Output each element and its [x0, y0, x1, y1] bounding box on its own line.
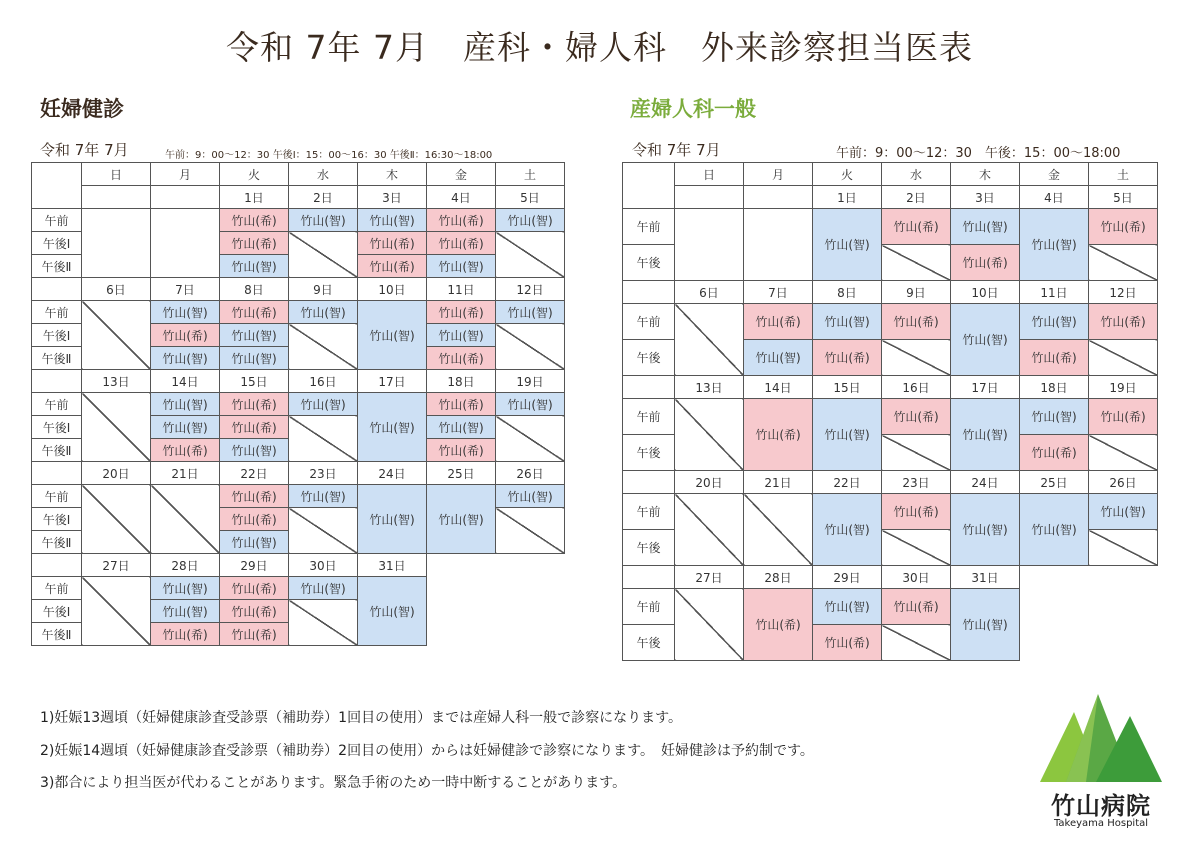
doctor-cell: 竹山(智) — [358, 485, 427, 554]
date-cell: 27日 — [675, 566, 744, 589]
date-cell: 31日 — [358, 554, 427, 577]
corner-cell — [623, 376, 675, 399]
slot-label: 午前 — [32, 485, 82, 508]
slot-label: 午後Ⅰ — [32, 324, 82, 347]
doctor-cell: 竹山(智) — [1020, 304, 1089, 340]
closed-slash-cell — [744, 494, 813, 566]
doctor-cell: 竹山(智) — [951, 304, 1020, 376]
date-cell: 31日 — [951, 566, 1020, 589]
doctor-cell: 竹山(希) — [951, 245, 1020, 281]
weekday-sun: 日 — [82, 163, 151, 186]
weekday-mon: 月 — [744, 163, 813, 186]
slot-label: 午後Ⅱ — [32, 347, 82, 370]
date-cell: 16日 — [882, 376, 951, 399]
slot-label: 午前 — [623, 209, 675, 245]
doctor-cell: 竹山(智) — [151, 393, 220, 416]
slot-label: 午後 — [623, 530, 675, 566]
corner-cell — [623, 281, 675, 304]
slot-label: 午前 — [623, 494, 675, 530]
date-cell: 18日 — [427, 370, 496, 393]
date-cell: 10日 — [358, 278, 427, 301]
left-hours: 午前：9：00～12：30 午後Ⅰ：15：00～16：30 午後Ⅱ：16:30～18:00 — [165, 150, 493, 161]
doctor-cell: 竹山(智) — [744, 340, 813, 376]
closed-slash-cell — [675, 399, 744, 471]
closed-slash-cell — [289, 508, 358, 554]
closed-slash-cell — [496, 324, 565, 370]
doctor-cell: 竹山(智) — [151, 301, 220, 324]
slot-label: 午後Ⅰ — [32, 232, 82, 255]
closed-slash-cell — [882, 245, 951, 281]
page-title: 令和 7年 7月 産科・婦人科 外来診察担当医表 — [226, 28, 973, 67]
closed-slash-cell — [1089, 245, 1158, 281]
corner-cell — [32, 462, 82, 485]
date-cell: 9日 — [882, 281, 951, 304]
closed-slash-cell — [496, 232, 565, 278]
doctor-cell: 竹山(智) — [289, 577, 358, 600]
blank-area — [1020, 566, 1158, 589]
date-cell: 22日 — [813, 471, 882, 494]
closed-slash-cell — [1089, 435, 1158, 471]
date-cell: 20日 — [82, 462, 151, 485]
corner-cell — [623, 471, 675, 494]
doctor-cell: 竹山(希) — [882, 399, 951, 435]
date-cell: 15日 — [813, 376, 882, 399]
slot-label: 午後 — [623, 625, 675, 661]
closed-slash-cell — [82, 393, 151, 462]
date-cell: 26日 — [496, 462, 565, 485]
date-row — [32, 554, 565, 577]
date-cell: 15日 — [220, 370, 289, 393]
date-row — [32, 370, 565, 393]
closed-slash-cell — [151, 485, 220, 554]
slot-label: 午前 — [623, 399, 675, 435]
date-cell: 14日 — [151, 370, 220, 393]
closed-slash-cell — [82, 301, 151, 370]
date-cell: 25日 — [427, 462, 496, 485]
doctor-cell: 竹山(希) — [813, 340, 882, 376]
date-row — [623, 471, 1158, 494]
weekday-tue: 火 — [813, 163, 882, 186]
date-cell: 30日 — [289, 554, 358, 577]
closed-slash-cell — [675, 589, 744, 661]
date-cell: 18日 — [1020, 376, 1089, 399]
slot-row — [623, 494, 1158, 530]
date-cell: 30日 — [882, 566, 951, 589]
date-cell: 10日 — [951, 281, 1020, 304]
slot-label: 午前 — [623, 589, 675, 625]
doctor-cell: 竹山(智) — [151, 600, 220, 623]
date-cell: 7日 — [744, 281, 813, 304]
doctor-cell: 竹山(希) — [882, 209, 951, 245]
doctor-cell: 竹山(希) — [220, 623, 289, 646]
doctor-cell: 竹山(智) — [813, 304, 882, 340]
slot-label: 午前 — [32, 577, 82, 600]
doctor-cell: 竹山(希) — [220, 600, 289, 623]
doctor-cell: 竹山(智) — [813, 494, 882, 566]
closed-slash-cell — [1089, 340, 1158, 376]
doctor-cell: 竹山(智) — [496, 209, 565, 232]
date-cell: 2日 — [882, 186, 951, 209]
hospital-name-en: Takeyama Hospital — [1053, 818, 1149, 829]
corner-cell — [32, 163, 82, 209]
date-row — [32, 278, 565, 301]
date-cell: 11日 — [427, 278, 496, 301]
doctor-cell: 竹山(智) — [427, 416, 496, 439]
weekday-mon: 月 — [151, 163, 220, 186]
doctor-cell: 竹山(希) — [744, 589, 813, 661]
doctor-cell: 竹山(希) — [220, 232, 289, 255]
date-cell: 1日 — [220, 186, 289, 209]
doctor-cell: 竹山(智) — [496, 301, 565, 324]
doctor-cell: 竹山(希) — [220, 301, 289, 324]
hospital-name: 竹山病院 — [1051, 792, 1151, 820]
doctor-cell: 竹山(智) — [427, 485, 496, 554]
doctor-cell: 竹山(智) — [427, 324, 496, 347]
weekday-sat: 土 — [496, 163, 565, 186]
date-cell: 5日 — [1089, 186, 1158, 209]
doctor-cell: 竹山(智) — [951, 399, 1020, 471]
doctor-cell: 竹山(智) — [151, 347, 220, 370]
date-cell: 27日 — [82, 554, 151, 577]
doctor-cell: 竹山(希) — [358, 232, 427, 255]
closed-slash-cell — [82, 577, 151, 646]
doctor-cell: 竹山(希) — [358, 255, 427, 278]
doctor-cell: 竹山(智) — [358, 301, 427, 370]
doctor-cell: 竹山(智) — [951, 589, 1020, 661]
closed-slash-cell — [882, 625, 951, 661]
doctor-cell: 竹山(希) — [744, 304, 813, 340]
doctor-cell: 竹山(希) — [151, 324, 220, 347]
corner-cell — [32, 278, 82, 301]
left-month-label: 令和 7年 7月 — [40, 141, 129, 159]
date-cell: 6日 — [82, 278, 151, 301]
weekday-sun: 日 — [675, 163, 744, 186]
doctor-cell: 竹山(智) — [1020, 494, 1089, 566]
date-cell: 25日 — [1020, 471, 1089, 494]
doctor-cell: 竹山(希) — [427, 232, 496, 255]
doctor-cell: 竹山(智) — [951, 494, 1020, 566]
slot-label: 午後Ⅱ — [32, 623, 82, 646]
doctor-cell: 竹山(希) — [1020, 435, 1089, 471]
date-cell: 19日 — [1089, 376, 1158, 399]
doctor-cell: 竹山(智) — [813, 399, 882, 471]
empty-cell — [675, 209, 744, 281]
doctor-cell: 竹山(智) — [358, 577, 427, 646]
slot-label: 午後Ⅰ — [32, 600, 82, 623]
slot-row — [623, 399, 1158, 435]
closed-slash-cell — [496, 508, 565, 554]
date-cell: 29日 — [220, 554, 289, 577]
general-obgyn-heading: 産婦人科一般 — [630, 97, 756, 121]
slot-row — [623, 304, 1158, 340]
doctor-cell: 竹山(智) — [220, 439, 289, 462]
weekday-header-row — [32, 163, 565, 186]
blank-area — [1020, 589, 1158, 661]
doctor-cell: 竹山(希) — [427, 393, 496, 416]
doctor-cell: 竹山(智) — [289, 393, 358, 416]
closed-slash-cell — [675, 494, 744, 566]
date-cell: 12日 — [496, 278, 565, 301]
doctor-cell: 竹山(智) — [358, 209, 427, 232]
doctor-cell: 竹山(希) — [220, 508, 289, 531]
doctor-cell: 竹山(智) — [289, 209, 358, 232]
weekday-fri: 金 — [1020, 163, 1089, 186]
doctor-cell: 竹山(希) — [427, 439, 496, 462]
closed-slash-cell — [675, 304, 744, 376]
closed-slash-cell — [882, 340, 951, 376]
weekday-wed: 水 — [289, 163, 358, 186]
note-2: 2)妊娠14週頃（妊婦健康診査受診票（補助券）2回目の使用）からは妊婦健診で診察になります。 妊婦健診は予約制です。 — [40, 743, 814, 759]
doctor-cell: 竹山(智) — [1020, 209, 1089, 281]
date-cell: 9日 — [289, 278, 358, 301]
weekday-fri: 金 — [427, 163, 496, 186]
date-cell: 20日 — [675, 471, 744, 494]
doctor-cell: 竹山(智) — [220, 324, 289, 347]
slot-label: 午前 — [32, 209, 82, 232]
doctor-cell: 竹山(智) — [496, 393, 565, 416]
doctor-cell: 竹山(希) — [427, 209, 496, 232]
slot-label: 午後Ⅱ — [32, 255, 82, 278]
date-cell: 8日 — [813, 281, 882, 304]
date-row — [623, 186, 1158, 209]
blank-area — [427, 577, 565, 646]
doctor-cell: 竹山(希) — [1089, 209, 1158, 245]
right-hours: 午前：9：00～12：30 午後：15：00～18:00 — [836, 146, 1121, 161]
weekday-thu: 木 — [951, 163, 1020, 186]
empty-cell — [82, 209, 151, 278]
doctor-cell: 竹山(智) — [1020, 399, 1089, 435]
date-cell: 2日 — [289, 186, 358, 209]
slot-label: 午後Ⅰ — [32, 416, 82, 439]
slot-label: 午後 — [623, 340, 675, 376]
date-cell — [744, 186, 813, 209]
empty-cell — [151, 209, 220, 278]
slot-row — [623, 209, 1158, 245]
closed-slash-cell — [289, 232, 358, 278]
corner-cell — [32, 554, 82, 577]
slot-label: 午後Ⅰ — [32, 508, 82, 531]
doctor-cell: 竹山(智) — [496, 485, 565, 508]
slot-row — [32, 577, 565, 600]
doctor-cell: 竹山(智) — [289, 485, 358, 508]
doctor-cell: 竹山(智) — [813, 209, 882, 281]
slot-label: 午前 — [32, 301, 82, 324]
right-month-label: 令和 7年 7月 — [632, 141, 721, 159]
doctor-cell: 竹山(希) — [813, 625, 882, 661]
doctor-cell: 竹山(希) — [220, 577, 289, 600]
date-cell: 26日 — [1089, 471, 1158, 494]
weekday-wed: 水 — [882, 163, 951, 186]
date-cell: 24日 — [951, 471, 1020, 494]
date-cell: 23日 — [882, 471, 951, 494]
date-cell: 13日 — [82, 370, 151, 393]
doctor-cell: 竹山(智) — [813, 589, 882, 625]
note-3: 3)都合により担当医が代わることがあります。緊急手術のため一時中断することがあります。 — [40, 775, 627, 791]
note-1: 1)妊娠13週頃（妊婦健康診査受診票（補助券）1回目の使用）までは産婦人科一般で診察になります。 — [40, 710, 682, 726]
doctor-cell: 竹山(智) — [289, 301, 358, 324]
slot-row — [32, 301, 565, 324]
doctor-cell: 竹山(希) — [220, 485, 289, 508]
slot-label: 午後Ⅱ — [32, 439, 82, 462]
slot-label: 午前 — [623, 304, 675, 340]
date-cell: 19日 — [496, 370, 565, 393]
doctor-cell: 竹山(希) — [220, 393, 289, 416]
empty-cell — [744, 209, 813, 281]
slot-row — [32, 209, 565, 232]
prenatal-schedule-table — [31, 162, 565, 646]
date-cell: 17日 — [358, 370, 427, 393]
doctor-cell: 竹山(希) — [882, 304, 951, 340]
date-cell: 11日 — [1020, 281, 1089, 304]
doctor-cell: 竹山(希) — [151, 439, 220, 462]
prenatal-checkup-heading: 妊婦健診 — [40, 97, 124, 121]
doctor-cell: 竹山(希) — [882, 589, 951, 625]
date-cell: 4日 — [1020, 186, 1089, 209]
date-cell: 21日 — [151, 462, 220, 485]
slot-label: 午後 — [623, 245, 675, 281]
doctor-cell: 竹山(希) — [220, 416, 289, 439]
doctor-cell: 竹山(希) — [1089, 304, 1158, 340]
date-cell: 29日 — [813, 566, 882, 589]
date-cell: 21日 — [744, 471, 813, 494]
date-cell: 17日 — [951, 376, 1020, 399]
corner-cell — [32, 370, 82, 393]
slot-label: 午後Ⅱ — [32, 531, 82, 554]
doctor-cell: 竹山(智) — [427, 255, 496, 278]
doctor-cell: 竹山(希) — [427, 347, 496, 370]
closed-slash-cell — [289, 416, 358, 462]
doctor-cell: 竹山(希) — [744, 399, 813, 471]
weekday-sat: 土 — [1089, 163, 1158, 186]
date-cell — [82, 186, 151, 209]
doctor-cell: 竹山(希) — [1089, 399, 1158, 435]
date-cell: 4日 — [427, 186, 496, 209]
closed-slash-cell — [1089, 530, 1158, 566]
corner-cell — [623, 163, 675, 209]
closed-slash-cell — [496, 416, 565, 462]
doctor-cell: 竹山(智) — [1089, 494, 1158, 530]
date-cell: 5日 — [496, 186, 565, 209]
doctor-cell: 竹山(智) — [358, 393, 427, 462]
doctor-cell: 竹山(智) — [220, 255, 289, 278]
date-cell: 8日 — [220, 278, 289, 301]
date-row — [32, 462, 565, 485]
closed-slash-cell — [882, 530, 951, 566]
date-cell: 3日 — [951, 186, 1020, 209]
date-cell: 7日 — [151, 278, 220, 301]
closed-slash-cell — [882, 435, 951, 471]
date-cell: 24日 — [358, 462, 427, 485]
doctor-cell: 竹山(希) — [427, 301, 496, 324]
doctor-cell: 竹山(智) — [951, 209, 1020, 245]
slot-label: 午前 — [32, 393, 82, 416]
doctor-cell: 竹山(智) — [151, 577, 220, 600]
date-cell — [675, 186, 744, 209]
date-row — [623, 376, 1158, 399]
closed-slash-cell — [289, 324, 358, 370]
slot-row — [623, 589, 1158, 625]
date-cell: 13日 — [675, 376, 744, 399]
slot-row — [32, 393, 565, 416]
date-cell: 12日 — [1089, 281, 1158, 304]
date-cell: 23日 — [289, 462, 358, 485]
doctor-cell: 竹山(智) — [220, 531, 289, 554]
doctor-cell: 竹山(希) — [1020, 340, 1089, 376]
date-row — [623, 281, 1158, 304]
date-cell: 14日 — [744, 376, 813, 399]
date-cell: 3日 — [358, 186, 427, 209]
blank-area — [427, 554, 565, 577]
doctor-cell: 竹山(希) — [220, 209, 289, 232]
date-cell: 16日 — [289, 370, 358, 393]
slot-row — [32, 485, 565, 508]
corner-cell — [623, 566, 675, 589]
date-cell: 28日 — [151, 554, 220, 577]
weekday-thu: 木 — [358, 163, 427, 186]
slot-label: 午後 — [623, 435, 675, 471]
date-cell: 22日 — [220, 462, 289, 485]
date-cell — [151, 186, 220, 209]
date-row — [623, 566, 1158, 589]
weekday-header-row — [623, 163, 1158, 186]
doctor-cell: 竹山(希) — [882, 494, 951, 530]
closed-slash-cell — [82, 485, 151, 554]
doctor-cell: 竹山(希) — [151, 623, 220, 646]
weekday-tue: 火 — [220, 163, 289, 186]
date-row — [32, 186, 565, 209]
date-cell: 28日 — [744, 566, 813, 589]
general-schedule-table — [622, 162, 1158, 661]
date-cell: 6日 — [675, 281, 744, 304]
date-cell: 1日 — [813, 186, 882, 209]
doctor-cell: 竹山(智) — [220, 347, 289, 370]
closed-slash-cell — [289, 600, 358, 646]
doctor-cell: 竹山(智) — [151, 416, 220, 439]
